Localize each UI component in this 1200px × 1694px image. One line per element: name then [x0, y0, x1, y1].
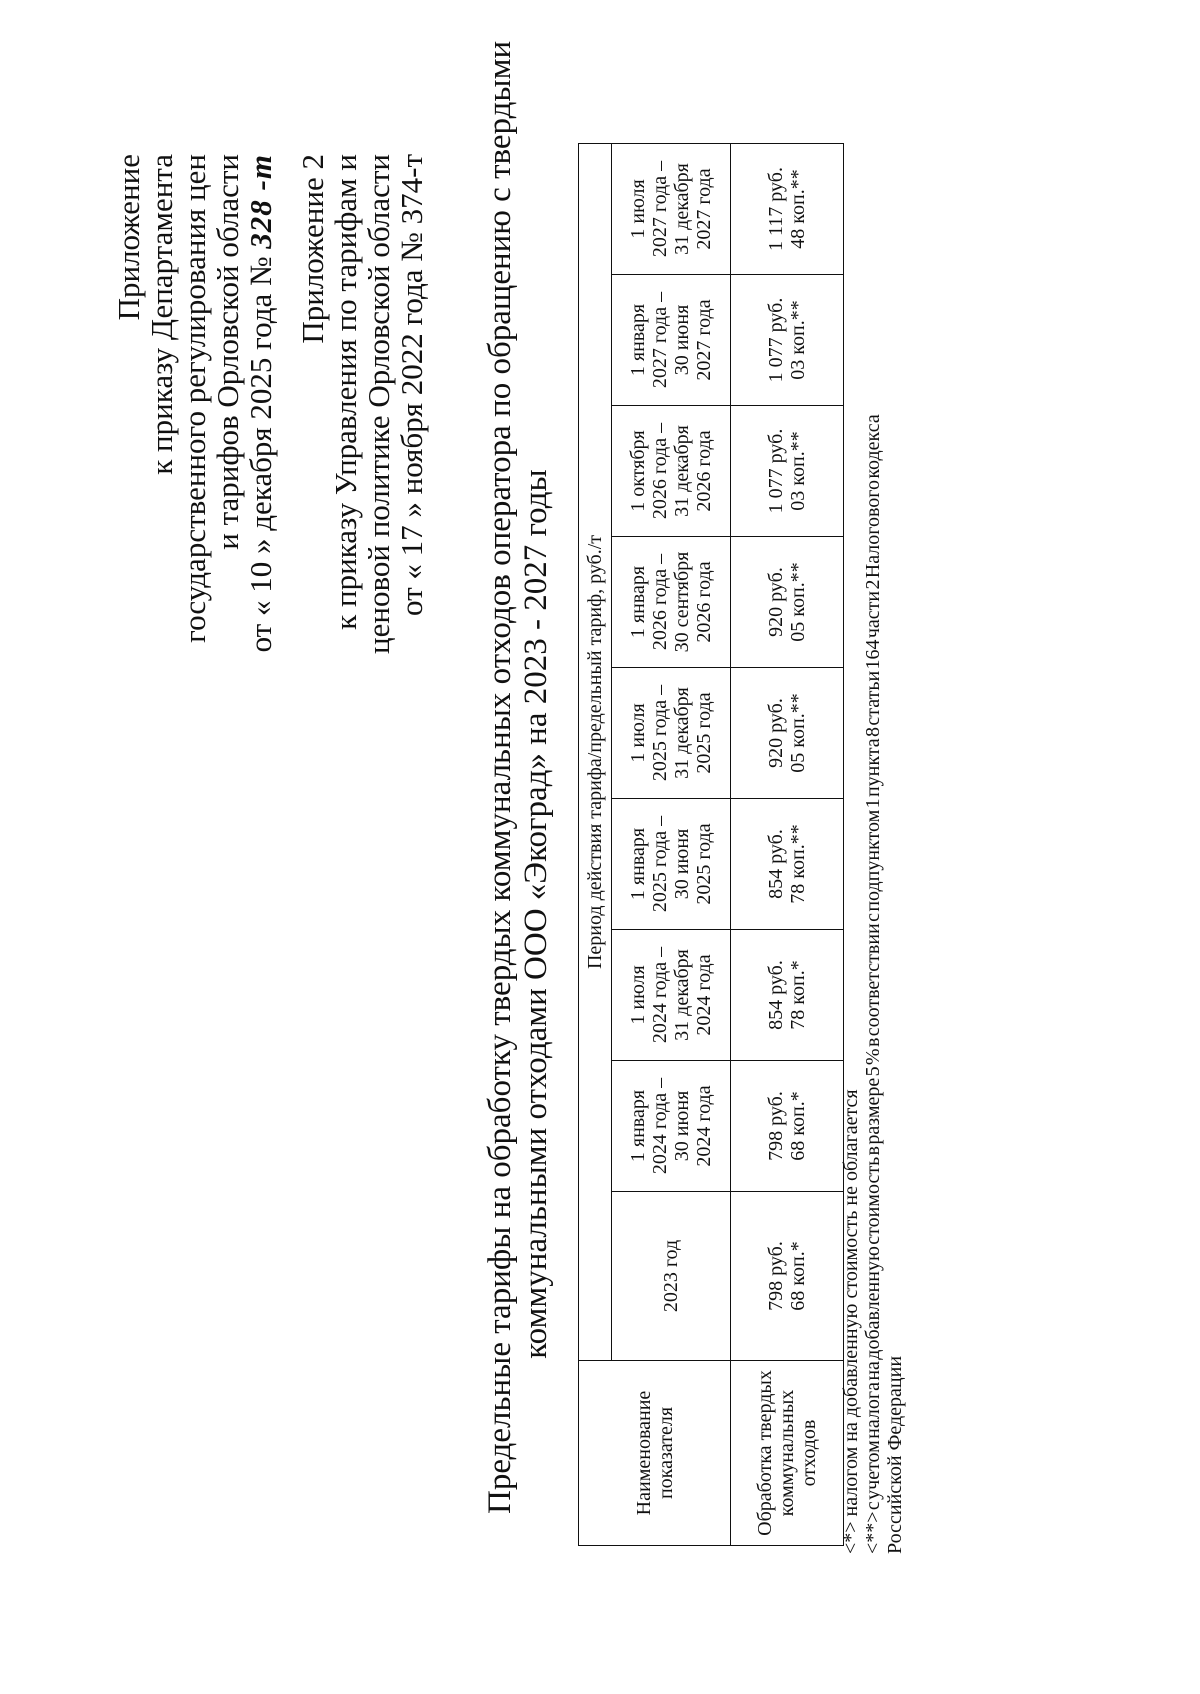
- appendix-1-date: от « 10 » декабря 2025 года №: [243, 256, 278, 653]
- footnote-2-word: 8: [862, 726, 884, 737]
- period-cell: 1 июля 2025 года – 31 декабря 2025 года: [612, 668, 731, 799]
- tariff-value-cell: 854 руб. 78 коп.*: [731, 930, 844, 1061]
- period-cell: 1 июля 2027 года – 31 декабря 2027 года: [612, 144, 731, 275]
- footnote-2-word: 2: [862, 579, 884, 590]
- footnote-2-word: Налогового: [862, 479, 884, 579]
- handwritten-order-number: 328 -т: [243, 154, 278, 249]
- document-title-line2: коммунальными отходами ООО «Экоград» на 2023 - 2027 годы: [518, 469, 554, 1359]
- period-header: Период действия тарифа/предельный тариф, руб./т: [579, 144, 612, 1361]
- footnote-2-word: в: [862, 1146, 884, 1156]
- appendix-1-date-line: [244, 154, 277, 1094]
- appendix-1-line2: государственного регулирования цен: [177, 154, 212, 643]
- appendix-2-line3: от « 17 » ноября 2022 года № 374-т: [394, 154, 429, 616]
- period-cell: 1 января 2025 года – 30 июня 2025 года: [612, 799, 731, 930]
- footnote-2-word: подпунктом: [862, 809, 884, 912]
- footnotes: [840, 414, 906, 1554]
- period-cell: 1 января 2027 года – 30 июня 2027 года: [612, 275, 731, 406]
- appendix-2-title: Приложение 2: [295, 154, 330, 344]
- footnote-2-word: добавленную: [862, 1246, 884, 1360]
- tariff-value-cell: 1 077 руб. 03 коп.**: [731, 406, 844, 537]
- row-label: Обработка твердых коммунальных отходов: [731, 1361, 844, 1546]
- footnote-2-word: кодекса: [862, 414, 884, 479]
- tariff-value-cell: 1 077 руб. 03 коп.**: [731, 275, 844, 406]
- period-row: [612, 144, 731, 1546]
- period-cell: 2023 год: [612, 1192, 731, 1361]
- tariff-table-wrapper: [578, 143, 844, 1546]
- appendix-1-line3: и тарифов Орловской области: [210, 154, 245, 550]
- footnote-2-word: части: [862, 590, 884, 639]
- footnote-2-word: соответствии: [862, 923, 884, 1037]
- footnote-2-word: налога: [862, 1382, 884, 1439]
- footnote-2-word: %: [862, 1048, 884, 1066]
- document-title: [482, 40, 554, 1514]
- footnote-2-word: 1: [862, 798, 884, 809]
- tariff-value-cell: 1 117 руб. 48 коп.**: [731, 144, 844, 275]
- footnote-2-word: статьи: [862, 670, 884, 726]
- footnote-2-word: с: [862, 913, 884, 922]
- appendix-2-line2: ценовой политике Орловской области: [361, 154, 396, 654]
- footnote-2-line1: [862, 414, 884, 1554]
- period-cell: 1 января 2024 года – 30 июня 2024 года: [612, 1061, 731, 1192]
- footnote-2-word: <**>: [862, 1511, 884, 1554]
- appendix-2-header: [296, 154, 428, 1094]
- period-cell: 1 октября 2026 года – 31 декабря 2026 года: [612, 406, 731, 537]
- appendix-1-title: Приложение: [111, 154, 146, 321]
- footnote-2-word: пункта: [862, 738, 884, 798]
- tariff-value-cell: 798 руб. 68 коп.*: [731, 1192, 844, 1361]
- footnote-2-word: с: [862, 1501, 884, 1511]
- appendix-2-line1: к приказу Управления по тарифам и: [328, 154, 363, 630]
- footnote-2-word: стоимость: [862, 1156, 884, 1245]
- period-cell: 1 января 2026 года – 30 сентября 2026 года: [612, 537, 731, 668]
- footnote-2-word: на: [862, 1361, 884, 1381]
- footnote-2-line2: Российской Федерации: [884, 1355, 906, 1554]
- document-title-line1: Предельные тарифы на обработку твердых коммунальных отходов оператора по обращению с твердыми: [482, 40, 518, 1514]
- footnote-2-word: учетом: [862, 1440, 884, 1500]
- footnote-2-word: в: [862, 1037, 884, 1048]
- footnote-1: <*> налогом на добавленную стоимость не облагается: [840, 1089, 862, 1554]
- tariff-value-cell: 798 руб. 68 коп.*: [731, 1061, 844, 1192]
- footnote-2-word: 5: [862, 1066, 884, 1077]
- indicator-header: Наименование показателя: [579, 1361, 731, 1546]
- appendix-1-header: [112, 154, 277, 1094]
- tariff-value-cell: 920 руб. 05 коп.**: [731, 537, 844, 668]
- appendix-1-line1: к приказу Департамента: [144, 154, 179, 475]
- tariff-value-cell: 854 руб. 78 коп.**: [731, 799, 844, 930]
- tariff-value-cell: 920 руб. 05 коп.**: [731, 668, 844, 799]
- footnote-2-word: размере: [862, 1077, 884, 1145]
- footnote-2-word: 164: [862, 639, 884, 670]
- period-cell: 1 июля 2024 года – 31 декабря 2024 года: [612, 930, 731, 1061]
- tariff-row: [731, 144, 844, 1546]
- tariff-table: [578, 143, 844, 1546]
